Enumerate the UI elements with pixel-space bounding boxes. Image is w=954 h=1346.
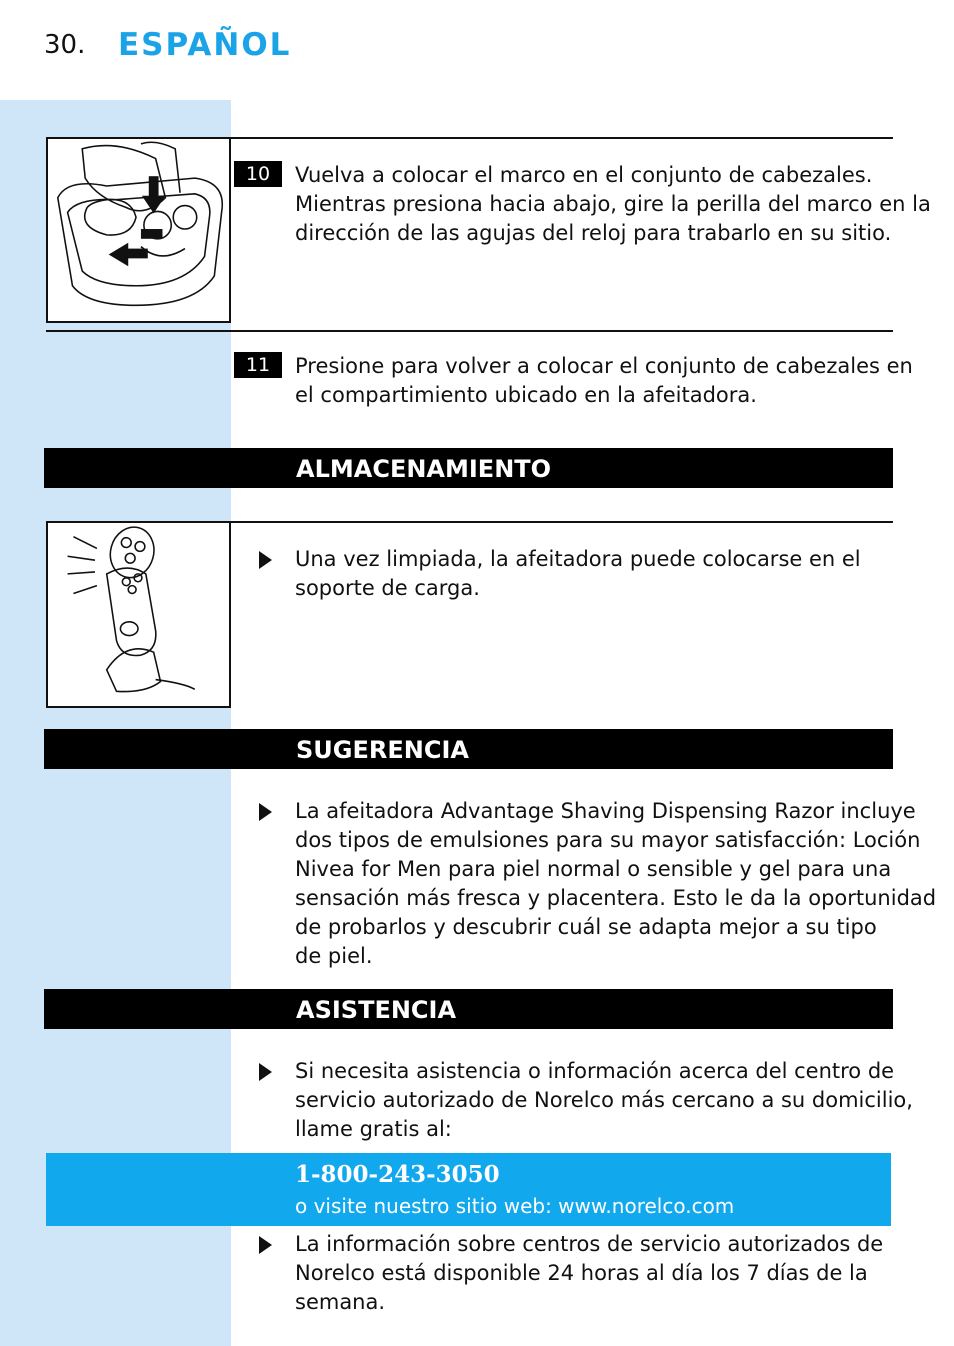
bullet-arrow-icon <box>259 803 272 821</box>
section-header-tip <box>44 729 893 769</box>
text-line: llame gratis al: <box>295 1117 452 1141</box>
assistance-text <box>295 1057 913 1144</box>
step-number-badge: 10 <box>234 161 282 187</box>
tip-text <box>295 797 936 971</box>
text-line: el compartimiento ubicado en la afeitadora. <box>295 383 757 407</box>
text-line: Nivea for Men para piel normal o sensible y gel para una <box>295 857 892 881</box>
section-title: ALMACENAMIENTO <box>296 455 552 483</box>
frame-assembly-drawing <box>48 139 229 321</box>
text-line: soporte de carga. <box>295 576 480 600</box>
bullet-arrow-icon <box>259 1236 272 1254</box>
section-title: ASISTENCIA <box>296 996 457 1024</box>
step-11-text <box>295 352 913 410</box>
text-line: La afeitadora Advantage Shaving Dispensing Razor incluye <box>295 799 916 823</box>
page-number: 30. <box>44 30 86 60</box>
text-line: sensación más fresca y placentera. Esto le da la oportunidad <box>295 886 937 910</box>
text-line: La información sobre centros de servicio autorizados de <box>295 1232 884 1256</box>
text-line: Norelco está disponible 24 horas al día los 7 días de la <box>295 1261 868 1285</box>
service-info-text <box>295 1230 883 1317</box>
divider-line <box>46 330 893 332</box>
step-number-badge: 11 <box>234 352 282 378</box>
text-line: de piel. <box>295 944 373 968</box>
website-text[interactable]: o visite nuestro sitio web: www.norelco.com <box>295 1194 735 1218</box>
text-line: Mientras presiona hacia abajo, gire la perilla del marco en la <box>295 192 931 216</box>
section-header-assistance <box>44 989 893 1029</box>
bullet-arrow-icon <box>259 551 272 569</box>
section-header-storage <box>44 448 893 488</box>
text-line: de probarlos y descubrir cuál se adapta mejor a su tipo <box>295 915 877 939</box>
text-line: dos tipos de emulsiones para su mayor satisfacción: Loción <box>295 828 921 852</box>
text-line: Vuelva a colocar el marco en el conjunto de cabezales. <box>295 163 873 187</box>
text-line: semana. <box>295 1290 386 1314</box>
contact-box <box>46 1153 891 1226</box>
text-line: servicio autorizado de Norelco más cercano a su domicilio, <box>295 1088 913 1112</box>
language-title: ESPAÑOL <box>118 27 292 63</box>
text-line: Una vez limpiada, la afeitadora puede colocarse en el <box>295 547 861 571</box>
text-line: dirección de las agujas del reloj para trabarlo en su sitio. <box>295 221 892 245</box>
illustration-shaver-on-stand <box>46 521 231 708</box>
bullet-arrow-icon <box>259 1063 272 1081</box>
shaver-stand-drawing <box>48 523 229 706</box>
step-10-text <box>295 161 931 248</box>
text-line: Presione para volver a colocar el conjunto de cabezales en <box>295 354 913 378</box>
section-title: SUGERENCIA <box>296 736 469 764</box>
storage-text <box>295 545 861 603</box>
phone-number[interactable]: 1-800-243-3050 <box>295 1161 500 1188</box>
illustration-frame-assembly <box>46 137 231 323</box>
text-line: Si necesita asistencia o información acerca del centro de <box>295 1059 895 1083</box>
